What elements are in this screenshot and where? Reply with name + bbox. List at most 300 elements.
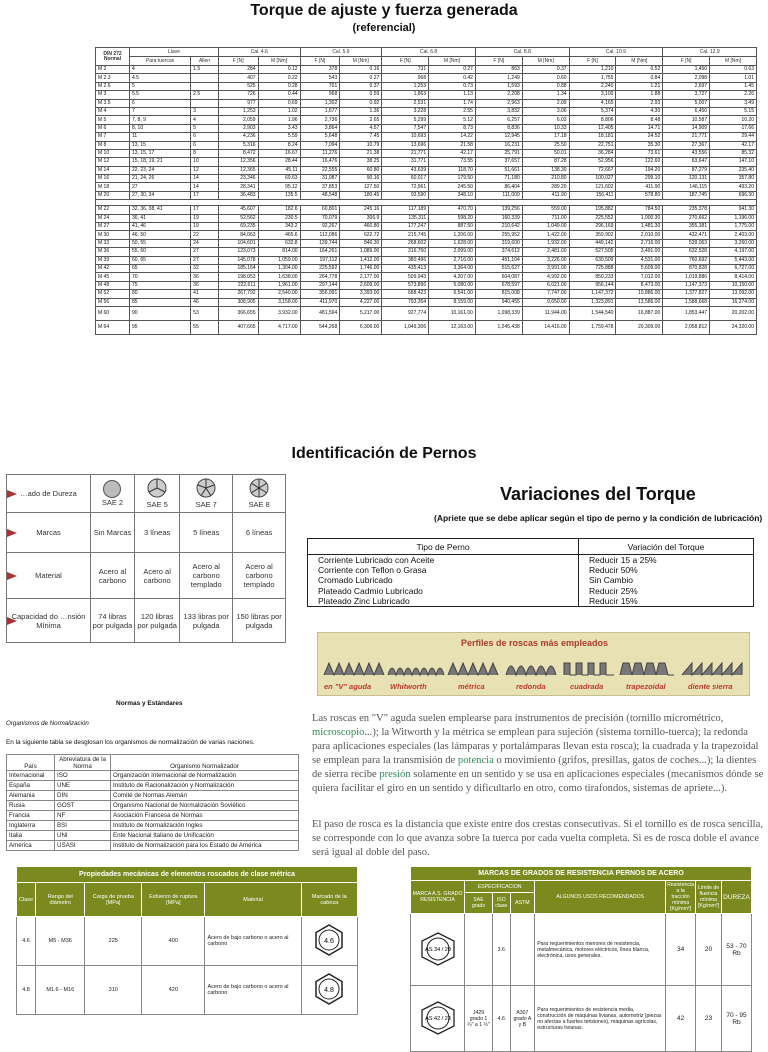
props-cell: Acero de bajo carbono o acero al carbono [205, 966, 301, 1015]
table-row [96, 133, 757, 141]
var-cell: Reducir 50% [579, 565, 754, 575]
table-row [96, 231, 757, 239]
table-row [411, 986, 752, 1052]
torque-cell: 1.45 [710, 82, 757, 90]
torque-cell: 1,147,372 [569, 290, 616, 298]
torque-cell: 711.00 [522, 214, 569, 222]
props-cell: M1.6 - M16 [36, 966, 85, 1015]
torque-cell: 16,887.00 [616, 306, 663, 320]
ident-label-marks [7, 513, 91, 553]
torque-cell: 4,197.00 [710, 248, 757, 256]
sae-title: MARCAS DE GRADOS DE RESISTENCIA PERNOS DE ACERO [411, 867, 752, 881]
table-row [96, 116, 757, 124]
torque-cell: 5,217.00 [340, 306, 382, 320]
pitch-paragraph: El paso de rosca es la distancia que existe entre dos crestas consecutivas. Si el tornillo es de rosca sencilla, se corresponde con lo que avanza sobre la tuerca por cada vuelta completa. Si es de rosca doble el avance será igual al doble del paso. [312, 819, 763, 858]
torque-cell: 31,087 [300, 175, 340, 183]
torque-cell: 197,112 [300, 256, 340, 264]
ident-label-capacity [7, 599, 91, 643]
table-row [96, 320, 757, 334]
torque-cell: 32, 36, 38, 41 [130, 206, 191, 214]
m-header: M [Nm] [258, 57, 300, 66]
std-cell: BSI [55, 821, 111, 831]
sae-cell: 42 [666, 986, 696, 1052]
torque-cell: M 6 [96, 124, 130, 132]
props-cell: 4.8 [17, 966, 36, 1015]
grade-header: Cal. 4.6 [218, 48, 300, 57]
torque-cell: 118.70 [429, 166, 476, 174]
torque-cell: 1,853,447 [663, 306, 710, 320]
torque-cell: 308,905 [218, 298, 258, 306]
torque-cell: 8.48 [616, 116, 663, 124]
torque-cell: 598.20 [429, 214, 476, 222]
torque-cell: 22 [191, 231, 219, 239]
torque-cell: 123,073 [218, 248, 258, 256]
torque-cell: 55 [191, 320, 219, 334]
torque-cell: 21.38 [340, 149, 382, 157]
torque-cell: 6,257 [475, 116, 522, 124]
torque-cell: 222,611 [218, 281, 258, 289]
torque-cell: M 2.6 [96, 82, 130, 90]
table-row [96, 66, 757, 74]
torque-cell: 111,009 [475, 191, 522, 199]
table-row [96, 281, 757, 289]
torque-cell [191, 82, 219, 90]
torque-cell: 6,727.00 [710, 264, 757, 272]
torque-cell: 195,882 [569, 206, 616, 214]
torque-cell: 1,253 [382, 82, 429, 90]
torque-cell: 1.13 [429, 91, 476, 99]
torque-cell: 10.33 [522, 124, 569, 132]
torque-cell: 8,806 [569, 116, 616, 124]
torque-cell: 5,299 [382, 116, 429, 124]
torque-cell: 284 [218, 66, 258, 74]
torque-cell: 2.65 [340, 116, 382, 124]
props-cell: 310 [85, 966, 142, 1015]
table-row [96, 191, 757, 199]
var-cell: Corriente Lubricado con Aceite [308, 555, 579, 566]
torque-cell: 1,377,827 [663, 290, 710, 298]
torque-cell: 2,098 [663, 74, 710, 82]
torque-cell: 16,476 [300, 158, 340, 166]
din-header: DIN 272 Normal [96, 48, 130, 66]
torque-cell: 941.30 [710, 206, 757, 214]
torque-cell: 27 [191, 248, 219, 256]
torque-cell: 407,665 [218, 320, 258, 334]
torque-cell [191, 74, 219, 82]
table-row [7, 841, 299, 851]
torque-cell: 6,021.00 [522, 281, 569, 289]
torque-cell: M 5 [96, 116, 130, 124]
torque-cell: 319,600 [475, 239, 522, 247]
microscopio-link[interactable]: microscopio [312, 727, 365, 738]
table-row [96, 223, 757, 231]
thread-profiles-icon [324, 657, 744, 679]
torque-cell: 23,346 [218, 175, 258, 183]
std-cell: Inglaterra [7, 821, 55, 831]
torque-cell: 18,181 [569, 133, 616, 141]
sae-grades-table [410, 866, 752, 1052]
torque-cell: 19 [191, 214, 219, 222]
torque-cell: 29.44 [710, 133, 757, 141]
var-cell: Reducir 15% [579, 596, 754, 607]
torque-cell: 4,165 [569, 99, 616, 107]
sae-cell: Para requerimientos menores de resistencia, metalmecánica, motores eléctricos, línea blanca, electrónica, usos generales. [535, 914, 666, 986]
torque-cell: 696.30 [710, 191, 757, 199]
torque-cell: 731 [382, 66, 429, 74]
sae-grade: SAE 7 [195, 500, 217, 509]
torque-cell: 435,413 [382, 264, 429, 272]
std-cell: Francia [7, 811, 55, 821]
torque-cell: 297,144 [300, 281, 340, 289]
torque-cell: 69,235 [218, 223, 258, 231]
table-row [96, 239, 757, 247]
torque-cell: 357.80 [710, 175, 757, 183]
f-header: F [N] [475, 57, 522, 66]
sae-cell: J429 grado 1 ¼" a 1 ½" [465, 986, 493, 1052]
std-cell: Organización Internacional de Normalización [111, 771, 299, 781]
torque-cell: 10,693 [382, 133, 429, 141]
torque-cell: 1,147,373 [663, 281, 710, 289]
torque-cell: 245.16 [340, 206, 382, 214]
torque-cell: 8, 10 [130, 124, 191, 132]
variations-title: Variaciones del Torque [500, 484, 696, 504]
torque-cell: 5.12 [429, 116, 476, 124]
bolt-head-5-lines-icon [196, 478, 216, 498]
torque-cell: 235.40 [710, 166, 757, 174]
torque-cell: 6 [191, 141, 219, 149]
variations-subtitle: (Apriete que se debe aplicar según el tipo de perno y la condición de lubricación) [434, 513, 763, 523]
torque-cell: 2,240 [569, 82, 616, 90]
torque-cell: 65 [130, 264, 191, 272]
torque-cell: 12,163.00 [429, 320, 476, 334]
torque-cell: 0.27 [429, 66, 476, 74]
torque-cell: M 3.5 [96, 99, 130, 107]
torque-cell: 7, 8, 9 [130, 116, 191, 124]
std-cell: Instituto de Normalización para los Estado de América [111, 841, 299, 851]
torque-cell: 21,771 [663, 133, 710, 141]
torque-cell: 366,655 [218, 306, 258, 320]
torque-cell: 16.67 [258, 149, 300, 157]
torque-cell: 117,189 [382, 206, 429, 214]
table-row [411, 914, 752, 986]
potencia-link[interactable]: potencia [457, 755, 494, 766]
grade-header: Cal. 6.8 [382, 48, 476, 57]
torque-cell: 940,455 [475, 298, 522, 306]
torque-cell: 432,471 [663, 231, 710, 239]
torque-cell: 14.22 [429, 133, 476, 141]
var-cell: Plateado Cadmio Lubricado [308, 586, 579, 596]
torque-cell: M 64 [96, 320, 130, 334]
allen-header: Allen [191, 57, 219, 66]
torque-cell: 407 [218, 74, 258, 82]
torque-cell: 559.00 [522, 206, 569, 214]
torque-cell: 0.16 [340, 66, 382, 74]
table-row [96, 74, 757, 82]
torque-cell: 784.50 [616, 206, 663, 214]
hex-head-icon [312, 972, 346, 1006]
std-abbr-header: Abreviatura de la Norma [55, 755, 111, 771]
torque-cell: 71,180 [475, 175, 522, 183]
torque-cell: 138.30 [522, 166, 569, 174]
torque-cell: 815,008 [475, 290, 522, 298]
props-cell: 420 [142, 966, 205, 1015]
torque-cell: 8.73 [429, 124, 476, 132]
presion-link[interactable]: presión [379, 769, 411, 780]
torque-cell: 72,667 [569, 166, 616, 174]
torque-cell: 8 [191, 149, 219, 157]
table-row [308, 586, 754, 596]
torque-cell: M 12 [96, 158, 130, 166]
props-header: Material [205, 883, 301, 917]
torque-cell: 632,528 [663, 248, 710, 256]
std-cell: Instituto de Racionalización y Normalización [111, 781, 299, 791]
torque-cell: 2,010.00 [616, 231, 663, 239]
material-cell: Acero al carbono [91, 553, 135, 599]
torque-cell: 10.79 [340, 141, 382, 149]
torque-cell: M 2 [96, 66, 130, 74]
std-cell: ISO [55, 771, 111, 781]
torque-cell: 198,053 [218, 273, 258, 281]
f-header: F [N] [218, 57, 258, 66]
table-row [7, 801, 299, 811]
torque-cell: 31,771 [382, 158, 429, 166]
torque-cell: 887.50 [429, 223, 476, 231]
torque-cell: 0.37 [340, 82, 382, 90]
torque-cell: 145,078 [218, 256, 258, 264]
torque-cell: 5.5 [130, 91, 191, 99]
torque-cell: 24.52 [616, 133, 663, 141]
torque-cell: 5,007 [663, 99, 710, 107]
torque-cell: 632.8 [258, 239, 300, 247]
torque-cell: 4,227.00 [340, 298, 382, 306]
torque-cell: 245.50 [429, 183, 476, 191]
torque-cell: 1,196.00 [710, 214, 757, 222]
torque-cell: 21.58 [429, 141, 476, 149]
torque-cell: 8.24 [258, 141, 300, 149]
torque-cell: 604,087 [475, 273, 522, 281]
torque-cell: 1,000.30 [616, 214, 663, 222]
torque-cell: 63,647 [663, 158, 710, 166]
torque-cell: M 56 [96, 298, 130, 306]
torque-cell: 42.17 [710, 141, 757, 149]
torque-cell: 10 [191, 158, 219, 166]
sae-grade: SAE 2 [101, 498, 124, 507]
torque-cell: 5,316 [218, 141, 258, 149]
llave-header: Llave [130, 48, 219, 57]
torque-cell: 0.92 [340, 99, 382, 107]
torque-cell: M 48 [96, 281, 130, 289]
torque-cell: 348.10 [429, 191, 476, 199]
grade-header: Cal. 12.9 [663, 48, 757, 57]
torque-cell: 0.59 [340, 91, 382, 99]
torque-cell: 289.20 [522, 183, 569, 191]
torque-cell: 465.6 [258, 231, 300, 239]
bolt-head-icon [103, 480, 121, 498]
bolt-head-6-lines-icon [249, 478, 269, 498]
torque-cell: 185,164 [218, 264, 258, 272]
torque-cell: 10.20 [710, 116, 757, 124]
torque-cell: 5,609.00 [616, 264, 663, 272]
table-row [308, 565, 754, 575]
std-cell: Italia [7, 831, 55, 841]
table-row [17, 966, 358, 1015]
torque-cell: M 39 [96, 256, 130, 264]
torque-cell: 359,902 [569, 231, 616, 239]
torque-cell: 4,717.00 [258, 320, 300, 334]
capacity-cell: 133 libras por pulgada [180, 599, 233, 643]
m-header: M [Nm] [340, 57, 382, 66]
torque-cell: 411,970 [300, 298, 340, 306]
torque-cell: 1,302 [300, 99, 340, 107]
torque-cell: 14,416.00 [522, 320, 569, 334]
torque-cell: M 52 [96, 290, 130, 298]
torque-cell: 2,697 [663, 82, 710, 90]
torque-cell: 267,792 [218, 290, 258, 298]
sae-sub-header: SAE grado [465, 893, 493, 914]
torque-cell: 3,228 [382, 107, 429, 115]
torque-cell: 5 [191, 124, 219, 132]
torque-cell: 6 [130, 99, 191, 107]
torque-cell: 411.90 [522, 191, 569, 199]
ident-label-text: Marcas [36, 528, 61, 537]
torque-cell: 2,059 [218, 116, 258, 124]
torque-cell: 24 [191, 239, 219, 247]
torque-cell: 355,381 [663, 223, 710, 231]
torque-cell: 380,496 [382, 256, 429, 264]
variations-table [307, 538, 754, 607]
torque-cell: 2,716.00 [616, 239, 663, 247]
std-cell: Instituto de Normalización Ingles [111, 821, 299, 831]
torque-cell: 2,208 [475, 91, 522, 99]
sae-tensile-header: Resistencia a la tracción mínima [Kg/mm²] [667, 882, 694, 912]
torque-cell: 5 [130, 82, 191, 90]
torque-cell: 72,961 [382, 183, 429, 191]
torque-cell: 90.16 [340, 175, 382, 183]
torque-cell: 0.69 [258, 99, 300, 107]
table-row [96, 82, 757, 90]
torque-cell: M 14 [96, 166, 130, 174]
torque-cell: 45,607 [218, 206, 258, 214]
sae-mark-header: MARCA A.S. GRADO RESISTENCIA [411, 881, 465, 914]
var-cell: Reducir 25% [579, 586, 754, 596]
torque-cell: 139,256 [475, 206, 522, 214]
torque-cell: 37,853 [300, 183, 340, 191]
sae-cell: 70 - 95 Rb [722, 986, 752, 1052]
props-header: Carga de prueba [MPa] [85, 883, 142, 917]
torque-cell: 36 [191, 281, 219, 289]
torque-cell: 7.45 [340, 133, 382, 141]
torque-cell: 268,602 [382, 239, 429, 247]
torque-cell: 27, 30, 34 [130, 191, 191, 199]
torque-cell: 0.84 [616, 74, 663, 82]
torque-cell: 15, 18, 19, 21 [130, 158, 191, 166]
torque-cell: 3,864 [300, 124, 340, 132]
torque-cell: 6,306.00 [340, 320, 382, 334]
torque-cell: 0.42 [429, 74, 476, 82]
sae-sub-header: ISO clase [492, 893, 510, 914]
torque-cell: 85 [130, 298, 191, 306]
para-text: solamente en un sentido y se usa en aplicaciones especiales (mecanismos dónde se quiera facilitar el giro en un sentido y dificultarlo en otro, como tirafondos, sistemas de apriete...). [312, 769, 764, 794]
torque-cell [191, 99, 219, 107]
torque-cell: 2,903 [218, 124, 258, 132]
std-country-header: País [7, 755, 55, 771]
torque-cell: 6,450 [663, 107, 710, 115]
torque-cell: 378 [300, 66, 340, 74]
torque-cell: 2,540.00 [258, 290, 300, 298]
table-row [96, 107, 757, 115]
torque-cell: 73.61 [616, 149, 663, 157]
std-cell: Alemania [7, 791, 55, 801]
torque-cell: 255,952 [475, 231, 522, 239]
torque-cell: 539,063 [663, 239, 710, 247]
table-row [96, 158, 757, 166]
table-row [308, 575, 754, 585]
torque-cell: 11,944.00 [522, 306, 569, 320]
std-cell: NF [55, 811, 111, 821]
torque-cell: 688,423 [382, 290, 429, 298]
torque-cell: 449,142 [569, 239, 616, 247]
profile-label: redonda [516, 682, 546, 691]
torque-cell: 14.71 [616, 124, 663, 132]
torque-cell: 374,612 [475, 248, 522, 256]
torque-cell: 147.10 [710, 158, 757, 166]
table-row [96, 214, 757, 222]
torque-cell: 306.9 [340, 214, 382, 222]
profile-label: trapezoidal [626, 682, 666, 691]
f-header: F [N] [382, 57, 429, 66]
table-row [96, 298, 757, 306]
torque-cell: 3,260.00 [710, 239, 757, 247]
torque-cell: 3,991.00 [522, 264, 569, 272]
torque-cell: 210.80 [522, 175, 569, 183]
hex-bolt-mark-icon [418, 1000, 458, 1036]
torque-cell: 52,956 [569, 158, 616, 166]
sae-cell: A307 grado A y B [510, 986, 535, 1052]
bolt-head-3-lines-icon [147, 478, 167, 498]
marks-cell: 6 líneas [233, 513, 286, 553]
torque-cell: 187,745 [663, 191, 710, 199]
torque-cell: 86,404 [475, 183, 522, 191]
torque-cell: 60,017 [382, 175, 429, 183]
torque-cell: 92,267 [300, 223, 340, 231]
profile-label: en "V" aguda [324, 682, 372, 691]
table-row [96, 248, 757, 256]
sae-mark-cell [411, 986, 465, 1052]
torque-cell: 41 [191, 290, 219, 298]
torque-cell: 2.93 [616, 99, 663, 107]
torque-cell: 573,896 [382, 281, 429, 289]
torque-cell: 726 [218, 91, 258, 99]
torque-cell: 164,261 [300, 248, 340, 256]
torque-cell: 46 [191, 298, 219, 306]
torque-table [95, 47, 757, 335]
torque-cell: 0.88 [522, 82, 569, 90]
profile-label: métrica [458, 682, 485, 691]
torque-cell: 264,778 [300, 273, 340, 281]
standards-title: Normas y Estándares [116, 700, 183, 707]
torque-cell: M 4 [96, 107, 130, 115]
torque-cell: 411.90 [616, 183, 663, 191]
torque-cell: 156,411 [569, 191, 616, 199]
torque-cell: 60.80 [340, 166, 382, 174]
std-cell: Rusia [7, 801, 55, 811]
mark-label: AS 42 / 23 [424, 1015, 451, 1022]
torque-cell: 135.5 [258, 191, 300, 199]
para-text: Las roscas en "V" aguda suelen emplearse para instrumentos de precisión (tornillo micrométrico, [312, 713, 724, 724]
torque-cell: M 3 [96, 91, 130, 99]
torque-cell: M 22 [96, 206, 130, 214]
torque-cell: 6 [191, 133, 219, 141]
